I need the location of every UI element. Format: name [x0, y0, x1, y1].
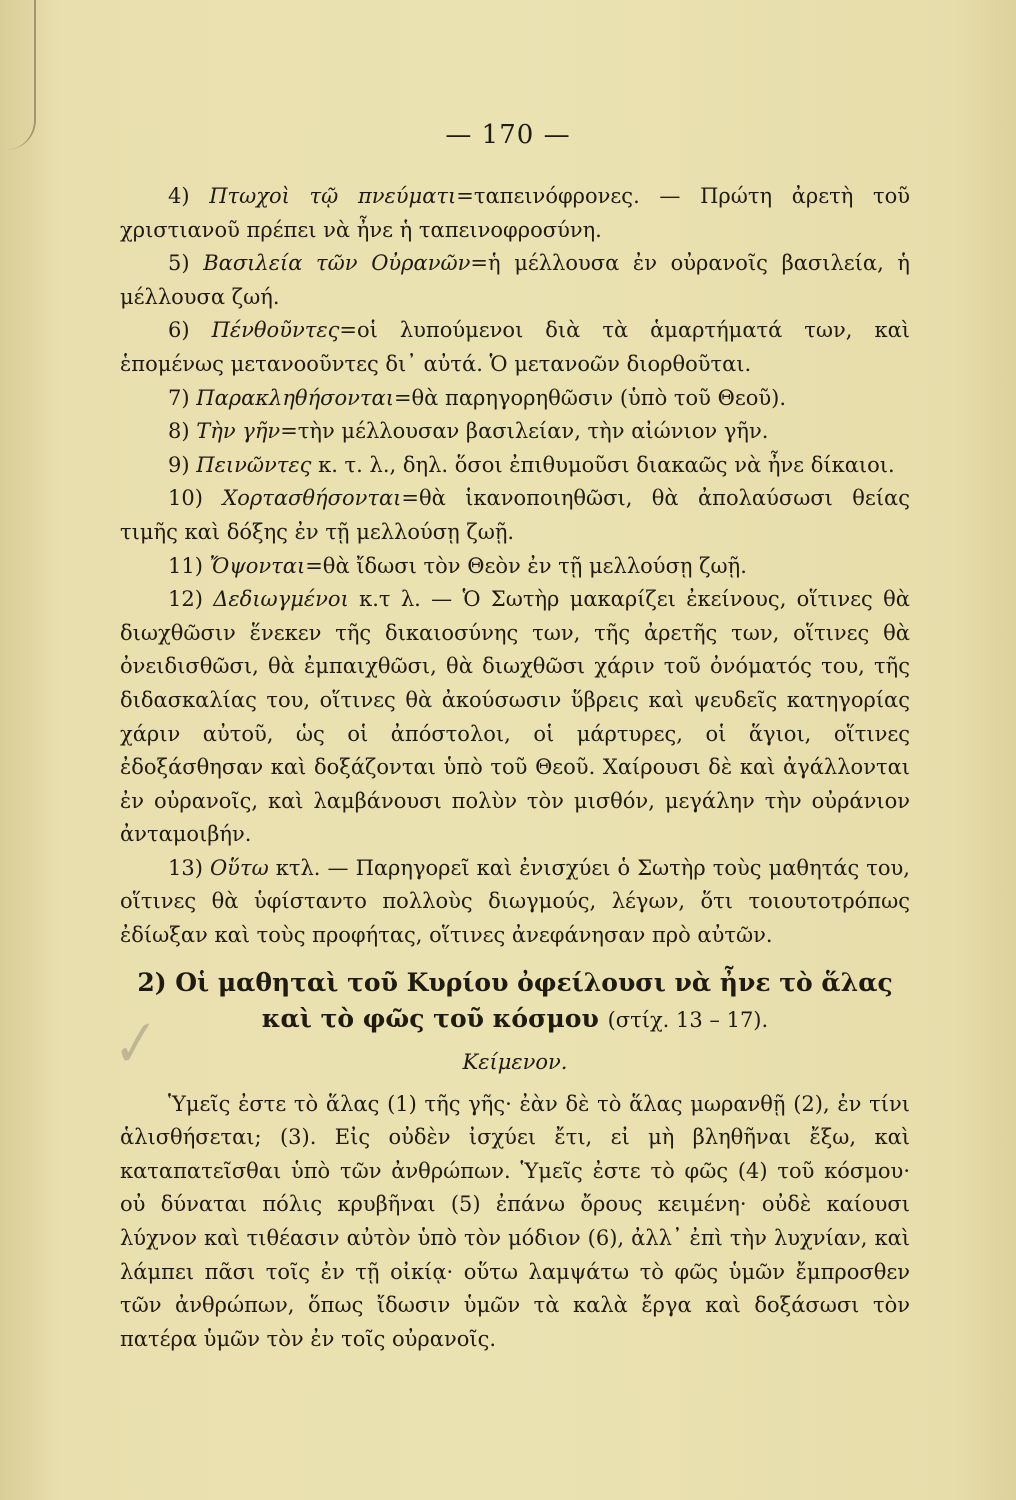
page-content [120, 180, 910, 1356]
note-term: Χορτασθήσονται [222, 486, 402, 511]
section-text: Ὑμεῖς ἐστε τὸ ἅλας (1) τῆς γῆς· ἐὰν δὲ τὸ ἅλας μωρανθῇ (2), ἐν τίνι ἁλισθήσεται; (3). Εἰς οὐδὲν ἰσχύει ἔτι, εἰ μὴ βληθῆναι ἔξω, καὶ καταπατεῖσθαι ὑπὸ τῶν ἀνθρώπων. Ὑμεῖς ἐστε τὸ φῶς (4) τοῦ κόσμου· οὐ δύναται πόλις κρυβῆναι (5) ἐπάνω ὄρους κειμένη· οὐδὲ καίουσι λύχνον καὶ τιθέασιν αὐτὸν ὑπὸ τὸν μόδιον (6), ἀλλ᾽ ἐπὶ τὴν λυχνίαν, καὶ λάμπει πᾶσι τοῖς ἐν τῇ οἰκίᾳ· οὕτω λαμψάτω τὸ φῶς ὑμῶν ἔμπροσθεν τῶν ἀνθρώπων, ὅπως ἴδωσιν ὑμῶν τὰ καλὰ ἔργα καὶ δοξάσωσι τὸν πατέρα ὑμῶν τὸν ἐν τοῖς οὐρανοῖς. [120, 1091, 910, 1351]
note-term: Τὴν γῆν [196, 419, 281, 444]
section-heading: 2) Οἱ μαθηταὶ τοῦ Κυρίου ὀφείλουσι νὰ ἦνε τὸ ἅλας καὶ τὸ φῶς τοῦ κόσμου (στίχ. 13 – 17). [137, 967, 893, 1033]
note-term: Δεδιωγμένοι [213, 587, 349, 612]
section-subheading: Κείμενον. [462, 1049, 568, 1074]
note-10: 10) Χορτασθήσονται=θὰ ἱκανοποιηθῶσι, θὰ ἀπολαύσωσι θείας τιμῆς καὶ δόξης ἐν τῇ μελλούσῃ ζωῇ. [120, 486, 910, 544]
note-term: Ὄψονται [209, 553, 306, 578]
note-term: Οὕτω [209, 855, 269, 880]
note-13: 13) Οὕτω κτλ. — Παρηγορεῖ καὶ ἐνισχύει ὁ Σωτὴρ τοὺς μαθητάς του, οἵτινες θὰ ὑφίσταντο πολλοὺς διωγμούς, λέγων, ὅτι τοιουτοτρόπως ἐδίωξαν καὶ τοὺς προφήτας, οἵτινες ἀνεφάνησαν πρὸ αὐτῶν. [120, 855, 910, 948]
note-7: 7) Παρακληθήσονται=θὰ παρηγορηθῶσιν (ὑπὸ τοῦ Θεοῦ). [168, 385, 786, 410]
note-term: Πτωχοὶ τῷ πνεύματι [209, 184, 457, 208]
note-term: Πένθοῦντες [211, 318, 340, 343]
note-term: Βασιλεία τῶν Οὐρανῶν [203, 251, 471, 276]
note-9: 9) Πεινῶντες κ. τ. λ., δηλ. ὅσοι ἐπιθυμοῦσι διακαῶς νὰ ἦνε δίκαιοι. [168, 452, 895, 477]
note-8: 8) Τὴν γῆν=τὴν μέλλουσαν βασιλείαν, τὴν αἰώνιον γῆν. [168, 419, 769, 444]
note-12: 12) Δεδιωγμένοι κ.τ λ. — Ὁ Σωτὴρ μακαρίζει ἐκείνους, οἵτινες θὰ διωχθῶσιν ἕνεκεν τῆς δικαιοσύνης των, τῆς ἀρετῆς των, οἵτινες θὰ ὀνειδισθῶσι, θὰ ἐμπαιχθῶσι, θὰ διωχθῶσι χάριν τοῦ ὀνόματός του, τῆς διδασκαλίας του, οἵτινες θὰ ἀκούσωσιν ὕβρεις καὶ ψευδεῖς κατηγορίας χάριν αὐτοῦ, ὡς οἱ ἀπόστολοι, οἱ μάρτυρες, οἱ ἅγιοι, οἵτινες ἐδοξάσθησαν καὶ δοξάζονται ὑπὸ τοῦ Θεοῦ. Χαίρουσι δὲ καὶ ἀγάλλονται ἐν οὐρανοῖς, καὶ λαμβάνουσι πολὺν τὸν μισθόν, μεγάλην τὴν οὐράνιον ἀνταμοιβήν. [120, 587, 910, 847]
note-4: 4) Πτωχοὶ τῷ πνεύματι=ταπεινόφρονες. — Πρώτη ἀρετὴ τοῦ χριστιανοῦ πρέπει νὰ ἦνε ἡ ταπεινοφροσύνη. [120, 184, 910, 242]
note-term: Παρακληθήσονται [196, 385, 394, 410]
note-6: 6) Πένθοῦντες=οἱ λυπούμενοι διὰ τὰ ἁμαρτήματά των, καὶ ἑπομένως μετανοοῦντες δι᾽ αὐτά. Ὁ μετανοῶν διορθοῦται. [120, 318, 910, 376]
note-5: 5) Βασιλεία τῶν Οὐρανῶν=ἡ μέλλουσα ἐν οὐρανοῖς βασιλεία, ἡ μέλλουσα ζωή. [120, 251, 910, 309]
section-reference: (στίχ. 13 – 17). [607, 1007, 769, 1032]
note-term: Πεινῶντες [196, 452, 312, 477]
page-number: — 170 — [445, 120, 571, 150]
note-11: 11) Ὄψονται=θὰ ἴδωσι τὸν Θεὸν ἐν τῇ μελλούσῃ ζωῇ. [168, 553, 747, 578]
pencil-mark: ✓ [100, 1007, 163, 1083]
